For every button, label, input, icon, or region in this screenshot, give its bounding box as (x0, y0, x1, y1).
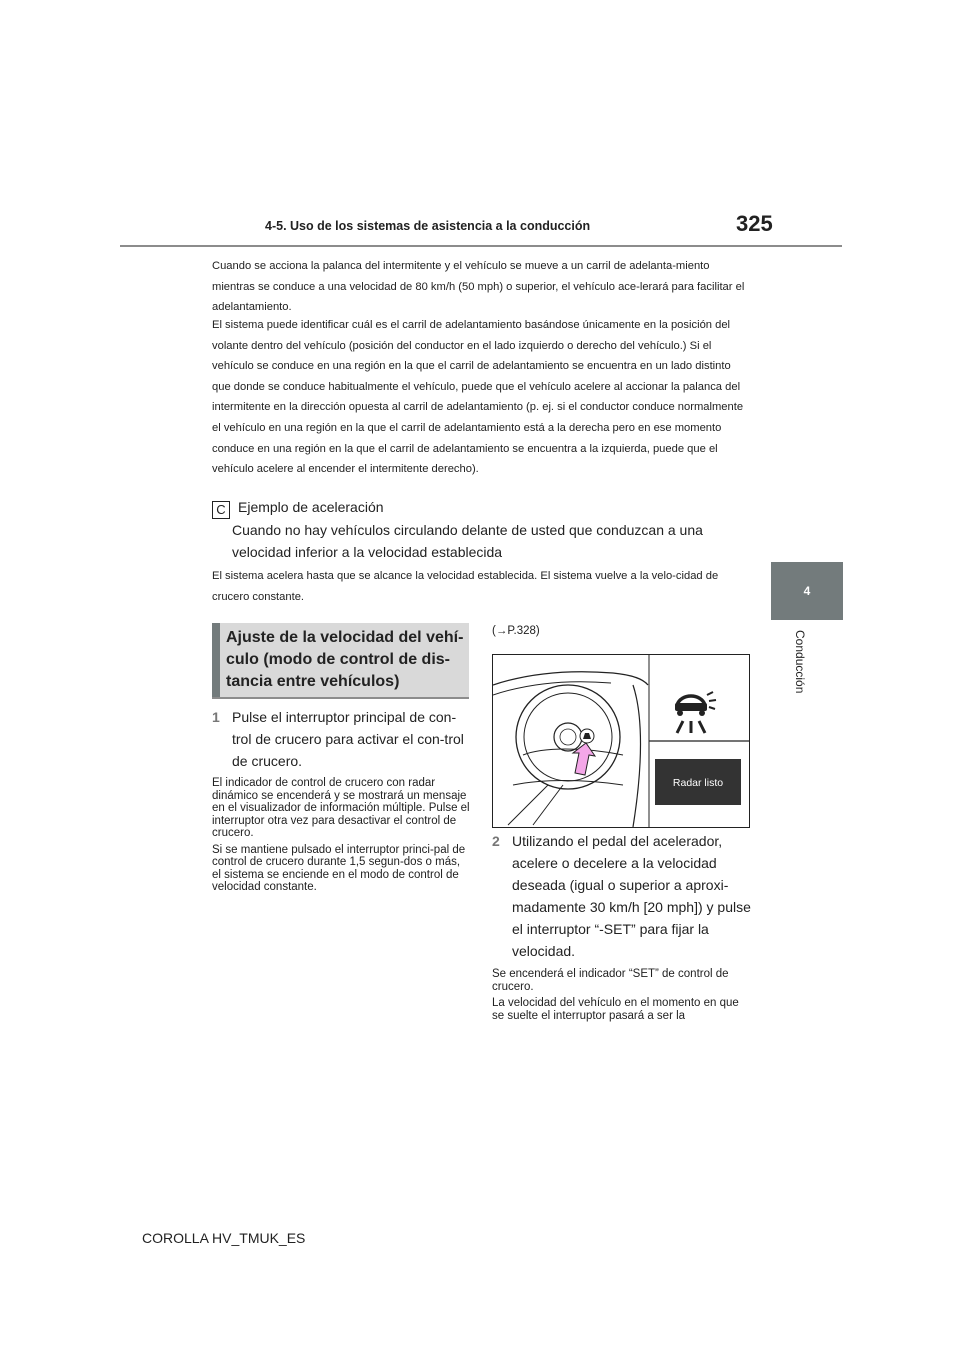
cruise-main-switch-icon (580, 729, 594, 743)
step-2-note-2: La velocidad del vehículo en el momento en que se suelte el interruptor pasará a ser la (492, 997, 739, 1022)
intro-paragraph-1-text: Cuando se acciona la palanca del intermitente y el vehículo se mueve a un carril de adelanta-miento mientras se conduce a una velocidad de 80 km/h (50 mph) o superior, el vehículo ace-lerará para facilitar el adelantamiento. (212, 260, 745, 314)
step-1-note-2: Si se mantiene pulsado el interruptor princi-pal de control de crucero durante 1,5 segun-dos o más, el sistema se enciende en el modo de control de velocidad constante. (212, 843, 466, 893)
steering-wheel-illustration (493, 655, 749, 827)
display-message-text: Radar listo (672, 777, 724, 789)
page-reference: (→P.328) (492, 625, 540, 637)
step-2 (492, 830, 754, 962)
intro-paragraph-2-text: El sistema puede identificar cuál es el carril de adelantamiento basándose únicamente en la posición del volante dentro del vehículo (posición del conductor en el lado izquierdo o derecho del vehículo.) Si el vehículo se conduce en una región en la que el carril de adelantamiento se encuentra en un lado distinto que donde se conduce habitualmente el vehículo, puede que el vehículo acelere al accionar la palanca del intermitente en la dirección opuesta al carril de adelantamiento (p. ej. si el conductor conduce normalmente el vehículo en una región en la que el carril de adelantamiento está a la derecha pero en ese momento conduce en una región en la que el carril de adelantamiento se encuentra a la izquierda, puede que el vehículo acelere al encender el intermitente derecho). (212, 319, 744, 476)
step-1-note-1: El indicador de control de crucero con radar dinámico se encenderá y se mostrará un mensaje en el visualizador de información múltiple. Pulse el interruptor otra vez para desactivar el control de crucero. (212, 777, 470, 839)
section-title: 4-5. Uso de los sistemas de asistencia a la conducción (265, 219, 591, 233)
step-1-notes (212, 777, 472, 898)
chapter-label-wrap (790, 630, 810, 710)
steering-switch-figure (492, 654, 750, 828)
example-c-subtitle-1: Cuando no hay vehículos circulando delante de usted que conduzcan a una (232, 522, 703, 538)
radar-cruise-indicator-icon (675, 692, 716, 733)
step-1-text: Pulse el interruptor principal de con-trol de crucero para activar el con-trol de crucero. (232, 709, 464, 769)
example-c-title: Ejemplo de aceleración (238, 499, 384, 515)
intro-paragraph-2 (212, 315, 752, 480)
step-2-text: Utilizando el pedal del acelerador, acelere o decelere a la velocidad deseada (igual o superior a aproxi-madamente 30 km/h [20 mph]) y pulse el interruptor “-SET” para fijar la velocidad. (512, 833, 751, 959)
footer-model-code: COROLLA HV_TMUK_ES (142, 1230, 306, 1246)
step-2-number: 2 (492, 833, 500, 849)
page-number: 325 (736, 211, 773, 236)
step-1-number: 1 (212, 709, 220, 725)
example-c-subtitle-2: velocidad inferior a la velocidad establecida (232, 544, 503, 560)
chapter-label: Conducción (793, 630, 807, 694)
example-c-body (212, 566, 752, 607)
example-c-label: C (212, 501, 230, 519)
example-c-body-text: El sistema acelera hasta que se alcance la velocidad establecida. El sistema vuelve a la velo-cidad de crucero constante. (212, 570, 719, 603)
section-heading-title: Ajuste de la velocidad del vehí-culo (modo de control de dis-tancia entre vehículos) (226, 629, 464, 690)
header-rule (120, 245, 842, 247)
example-c-heading (212, 496, 772, 563)
intro-paragraph-1 (212, 256, 752, 318)
section-heading-underline (212, 697, 469, 699)
section-heading-bar (212, 623, 220, 698)
step-2-notes (492, 968, 752, 1026)
chapter-number: 4 (803, 584, 811, 598)
step-1 (212, 706, 474, 772)
step-2-note-1: Se encenderá el indicador “SET” de control de crucero. (492, 968, 729, 993)
